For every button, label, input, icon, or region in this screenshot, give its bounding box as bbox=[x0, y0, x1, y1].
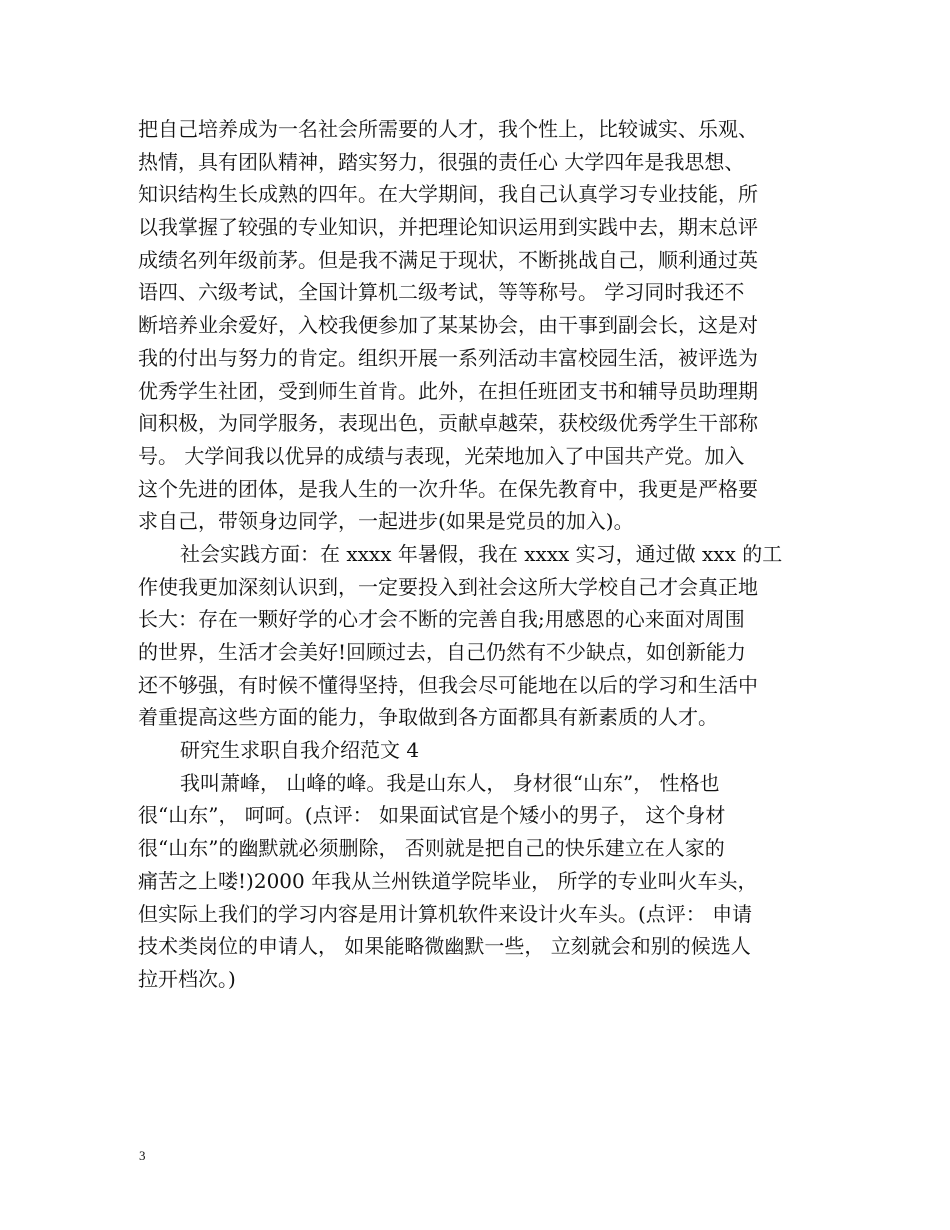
text-line: 号。 大学间我以优异的成绩与表现，光荣地加入了中国共产党。加入 bbox=[138, 443, 745, 468]
text-line: 语四、六级考试，全国计算机二级考试，等等称号。 学习同时我还不 bbox=[138, 280, 745, 305]
body-text bbox=[138, 113, 838, 996]
text-line: 社会实践方面：在 xxxx 年暑假，我在 xxxx 实习，通过做 xxx 的工 bbox=[180, 541, 783, 566]
text-line: 很“山东”的幽默就必须删除， 否则就是把自己的快乐建立在人家的 bbox=[138, 836, 725, 861]
page-number: 3 bbox=[139, 1148, 146, 1163]
text-line: 这个先进的团体，是我人生的一次升华。在保先教育中，我更是严格要 bbox=[138, 476, 758, 501]
text-line: 长大：存在一颗好学的心才会不断的完善自我;用感恩的心来面对周围 bbox=[138, 607, 745, 632]
text-line: 优秀学生社团，受到师生首肯。此外，在担任班团支书和辅导员助理期 bbox=[138, 378, 758, 403]
text-line: 还不够强，有时候不懂得坚持，但我会尽可能地在以后的学习和生活中 bbox=[138, 672, 758, 697]
text-line: 把自己培养成为一名社会所需要的人才，我个性上，比较诚实、乐观、 bbox=[138, 117, 758, 141]
text-line: 成绩名列年级前茅。但是我不满足于现状，不断挑战自己，顺利通过英 bbox=[138, 247, 758, 272]
text-line: 技术类岗位的申请人， 如果能略微幽默一些， 立刻就会和别的候选人 bbox=[138, 934, 751, 959]
text-line: 作使我更加深刻认识到，一定要投入到社会这所大学校自己才会真正地 bbox=[138, 574, 758, 599]
text-line: 热情，具有团队精神，踏实努力，很强的责任心 大学四年是我思想、 bbox=[138, 149, 745, 174]
text-line: 断培养业余爱好，入校我便参加了某某协会，由干事到副会长，这是对 bbox=[138, 313, 758, 338]
text-line: 间积极，为同学服务，表现出色，贡献卓越荣，获校级优秀学生干部称 bbox=[138, 411, 758, 436]
text-line: 研究生求职自我介绍范文 4 bbox=[180, 738, 420, 763]
text-line: 知识结构生长成熟的四年。在大学期间，我自己认真学习专业技能，所 bbox=[138, 182, 758, 207]
text-line: 着重提高这些方面的能力，争取做到各方面都具有新素质的人才。 bbox=[138, 705, 718, 730]
text-line: 求自己，带领身边同学，一起进步(如果是党员的加入)。 bbox=[138, 509, 634, 534]
text-line: 很“山东”， 呵呵。(点评： 如果面试官是个矮小的男子， 这个身材 bbox=[138, 803, 726, 828]
text-line: 痛苦之上喽!)2000 年我从兰州铁道学院毕业， 所学的专业叫火车头， bbox=[138, 868, 758, 893]
text-line: 拉开档次。) bbox=[138, 966, 236, 991]
text-line: 的世界，生活才会美好!回顾过去，自己仍然有不少缺点，如创新能力 bbox=[138, 640, 747, 664]
text-line: 我的付出与努力的肯定。组织开展一系列活动丰富校园生活，被评选为 bbox=[138, 345, 758, 370]
text-line: 我叫萧峰， 山峰的峰。我是山东人， 身材很“山东”， 性格也 bbox=[180, 770, 720, 795]
text-line: 以我掌握了较强的专业知识，并把理论知识运用到实践中去，期末总评 bbox=[138, 215, 758, 240]
text-line: 但实际上我们的学习内容是用计算机软件来设计火车头。(点评： 申请 bbox=[138, 901, 753, 926]
